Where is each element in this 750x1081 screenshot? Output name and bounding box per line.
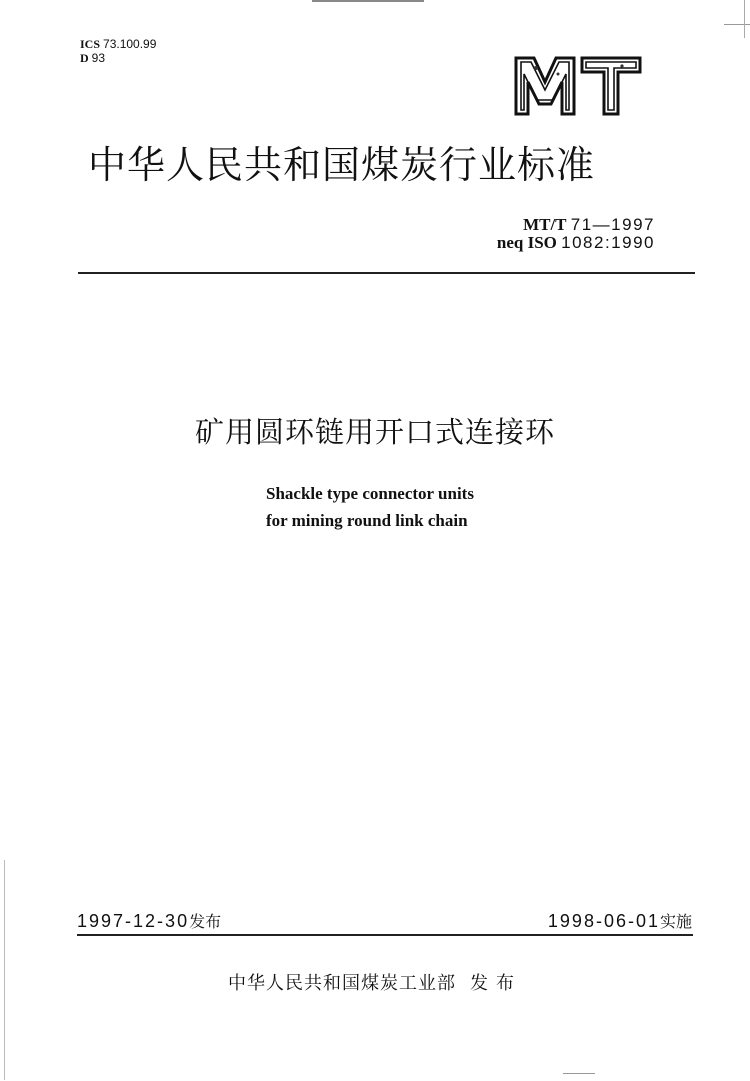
- ics-code: [80, 37, 156, 52]
- issuing-verb: 发布: [470, 973, 522, 994]
- issue-date-value: 1997-12-30: [77, 911, 190, 931]
- adoption-label: neq ISO: [496, 233, 557, 252]
- document-title-en-line2: for mining round link chain: [266, 511, 468, 530]
- standard-code-line: [497, 216, 655, 234]
- scan-edge-mark: [312, 0, 424, 2]
- ccs-label: D: [80, 51, 89, 65]
- mt-logo: [512, 52, 644, 118]
- implementation-date-suffix: 实施: [659, 912, 692, 931]
- standard-number-block: [497, 216, 655, 252]
- implementation-date-value: 1998-06-01: [547, 911, 660, 931]
- issue-date: [77, 910, 221, 933]
- footer-divider: [77, 934, 693, 936]
- issuing-authority: [0, 972, 750, 996]
- scan-corner-mark-vertical: [744, 0, 745, 38]
- document-title-en-line1: Shackle type connector units: [266, 484, 474, 503]
- document-title-en: [266, 480, 474, 534]
- adoption-value: 1082:1990: [561, 233, 655, 252]
- mt-logo-graphic: [512, 52, 644, 118]
- issue-date-suffix: 发布: [189, 912, 222, 931]
- issuing-organization: 中华人民共和国煤炭工业部: [228, 973, 456, 994]
- standard-code-value: 71—1997: [570, 215, 655, 234]
- adoption-line: [497, 234, 655, 252]
- ics-value: 73.100.99: [103, 37, 157, 51]
- standard-code-label: MT/T: [523, 215, 567, 234]
- scan-left-edge-mark: [4, 860, 5, 1080]
- scan-bottom-mark: [563, 1073, 595, 1074]
- implementation-date: [548, 910, 692, 933]
- ccs-code: [80, 51, 105, 66]
- header-divider: [78, 272, 695, 274]
- scan-corner-mark: [724, 0, 750, 25]
- document-title-cn: 矿用圆环链用开口式连接环: [194, 415, 555, 449]
- ccs-value: 93: [91, 51, 106, 65]
- standard-category-title: 中华人民共和国煤炭行业标准: [88, 143, 596, 187]
- ics-label: ICS: [80, 37, 101, 51]
